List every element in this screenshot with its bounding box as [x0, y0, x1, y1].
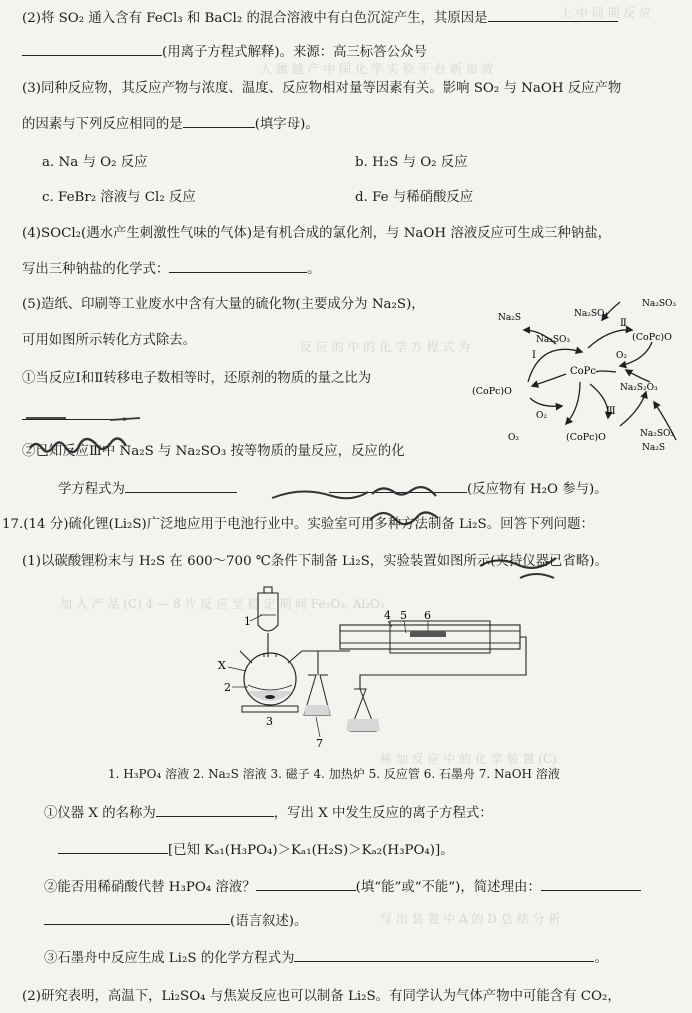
q17-s1-line1: [44, 803, 493, 823]
q17-header: 17.(14 分)硫化锂(Li₂S)广泛地应用于电池行业中。实验室可用多种方法制备 Li₂S。回答下列问题：: [2, 517, 594, 532]
q5-sub2: ②已知反应Ⅲ中 Na₂S 与 Na₂SO₃ 按等物质的量反应，反应的化: [22, 444, 405, 459]
q5-sub2-hint: (反应物有 H₂O 参与)。: [466, 482, 608, 497]
cycle-na2s-low-label: Na₂S: [642, 443, 666, 453]
q17-s1-blank-1[interactable]: [156, 803, 274, 817]
apparatus-label-5: 5: [400, 609, 407, 622]
q17-s1-blank-2[interactable]: [58, 840, 168, 854]
cycle-upper-right-copc-o: (CoPc)O: [632, 332, 672, 343]
q17-s1-prompt: ①仪器 X 的名称为: [44, 806, 156, 821]
q5-line2: 可用如图所示转化方式除去。: [22, 333, 197, 348]
q5-sub1: ①当反应Ⅰ和Ⅱ转移电子数相等时，还原剂的物质的量之比为: [22, 371, 372, 386]
cycle-na2s2o3-label: Na₂S₂O₃: [620, 383, 658, 393]
q5-sub2-prompt: 学方程式为: [58, 482, 125, 497]
q3-option-d: d. Fe 与稀硝酸反应: [355, 190, 474, 205]
q17-s2-prompt: ②能否用稀硝酸代替 H₃PO₄ 溶液？: [44, 880, 256, 895]
q17-s2-prompt-2: (填“能”或“不能”)，简述理由：: [355, 880, 541, 895]
apparatus-label-x: X: [218, 659, 226, 672]
cycle-o2-label-a: O₂: [616, 351, 627, 361]
cycle-na2so3-label: Na₂SO₃: [536, 335, 571, 345]
q5-sub1-period: 。: [122, 409, 136, 424]
q17-s2-blank-1[interactable]: [256, 877, 356, 891]
q17-s3-prompt: ③石墨舟中反应生成 Li₂S 的化学方程式为: [44, 951, 295, 966]
q17-s3-period: 。: [594, 951, 608, 966]
q17-s2-hint: (语言叙述)。: [230, 914, 308, 929]
q4-period: 。: [307, 262, 321, 277]
q3-line1: (3)同种反应物，其反应产物与浓度、温度、反应物相对量等因素有关。影响 SO₂ 与 NaOH 反应产物: [22, 81, 622, 96]
cycle-left-copc-o: (CoPc)O: [472, 386, 512, 397]
cycle-na2so4-label: Na₂SO₄: [574, 309, 609, 319]
apparatus-legend: 1. H₃PO₄ 溶液 2. Na₂S 溶液 3. 磁子 4. 加热炉 5. 反应管 6. 石墨舟 7. NaOH 溶液: [108, 767, 560, 781]
cycle-center-label: CoPc: [570, 366, 597, 377]
q17-part2: (2)研究表明，高温下，Li₂SO₄ 与焦炭反应也可以制备 Li₂S。有同学认为气体产物中可能含有 CO₂，: [22, 989, 621, 1004]
q17-s3-blank[interactable]: [294, 948, 594, 962]
cobalt-catalysis-cycle-diagram: [470, 290, 692, 460]
li2s-apparatus-diagram: [200, 585, 530, 750]
q17-s1-line2: [58, 840, 454, 860]
cycle-reaction-2: Ⅱ: [620, 318, 627, 329]
cycle-na2so3-low-label: Na₂SO₃: [640, 429, 675, 439]
q17-s2-blank-2[interactable]: [541, 877, 641, 891]
q17-s2-line2: [44, 911, 307, 931]
cycle-o2-label-c: O₂: [508, 433, 519, 443]
q3-option-a: a. Na 与 O₂ 反应: [42, 155, 148, 170]
apparatus-label-7: 7: [316, 737, 323, 750]
cycle-lower-copc-o: (CoPc)O: [566, 432, 606, 443]
q17-s1-note: [已知 Kₐ₁(H₃PO₄)＞Kₐ₁(H₂S)＞Kₐ₂(H₃PO₄)]。: [168, 843, 454, 858]
cycle-na2s-label: Na₂S: [498, 313, 522, 323]
cycle-reaction-3: Ⅲ: [606, 406, 616, 417]
apparatus-label-3: 3: [266, 715, 273, 728]
apparatus-label-1: 1: [244, 615, 251, 628]
exam-page: 上 中 同 期 反 应 人 属 越 产 中 国 化 学 实 验 平 台 新 加 液 反 应 的 中 的 化 学 方 程 式 为 加 入 产 品 (C) 4 — 8 片 反 应 至 稳 定 期 间 Fe₂O₃, Al₂O₃ 稀 加 反 应 中 的 化 学 装 置 (C) 写 出 装 置 中 A 的 D 总 结 分 析 (2)将 SO₂ 通入含有 FeCl₃ 和 BaCl₂ 的混合溶液中有白色沉淀产生，其原因是 (用离子方程式解释)。来源：高三标答公众号 (3)同种反应物，其反应产物与浓度、温度、反应物相对量等因素有关。影响 SO₂ 与 NaOH 反应产物 的因素与下列反应相同的是 (填字母)。 a. Na 与 O₂ 反应 b. H₂S 与 O₂ 反应 c. FeBr₂ 溶液与 Cl₂ 反应 d. Fe 与稀硝酸反应 (4)SOCl₂(遇水产生刺激性气味的气体)是有机合成的氯化剂，与 NaOH 溶液反应可生成三种钠盐， 写出三种钠盐的化学式： 。 (5)造纸、印刷等工业废水中含有大量的硫化物(主要成分为 Na₂S)， 可用如图所示转化方式除去。 ①当反应Ⅰ和Ⅱ转移电子数相等时，还原剂的物质的量之比为 。 ②已知反应Ⅲ中 Na₂S 与 Na₂SO₃ 按等物质的量反应，反应的化 学方程式为 (反应物有 H₂O 参与)。 CoPc (CoPc)O (CoPc)O (CoPc)O Na₂S Na₂SO₃ Na₂SO₄ Na₂SO₃ O₂ O₂ O₂ Na₂S₂O₃ Na₂SO₃ Na₂S Ⅰ Ⅱ Ⅲ 17.(14 分)硫化锂(Li₂S)广泛地应用于电池行业中。实验室可用多种方法制备 Li₂S。回答下列问题： (1)以碳酸锂粉末与 H₂S 在 600～700 ℃条件下制备 Li₂S，实验装置如图所示(夹持仪器已省略)。 1 2 3 4 5 6 7 X 1. H₃PO₄ 溶液 2. Na₂S 溶液 3. 磁子 4. 加热炉 5. 反应管 6. 石墨舟 7. NaOH 溶液 ①仪器 X 的名称为 ，写出 X 中发生反应的离子方程式： [已知 Kₐ₁(H₃PO₄)＞Kₐ₁(H₂S)＞Kₐ₂(H₃PO₄)]。 ②能否用稀硝酸代替 H₃PO₄ 溶液？ (填“能”或“不能”)，简述理由： (语言叙述)。 ③石墨舟中反应生成 Li₂S 的化学方程式为 。 (2)研究表明，高温下，Li₂SO₄ 与焦炭反应也可以制备 Li₂S。有同学认为气体产物中可能含有 CO₂，: [0, 0, 692, 1013]
apparatus-label-6: 6: [424, 609, 431, 622]
apparatus-label-2: 2: [224, 681, 231, 694]
q17-s1-prompt-2: ，写出 X 中发生反应的离子方程式：: [273, 806, 493, 821]
cycle-reaction-1: Ⅰ: [532, 350, 536, 361]
q17-s2-line1: [44, 877, 641, 897]
q5-line1: (5)造纸、印刷等工业废水中含有大量的硫化物(主要成分为 Na₂S)，: [22, 297, 425, 312]
q3-hint: (填字母)。: [254, 117, 319, 132]
cycle-na2so3-top-label: Na₂SO₃: [642, 299, 677, 309]
q3-option-b: b. H₂S 与 O₂ 反应: [355, 155, 468, 170]
q17-s3-line: [44, 948, 608, 968]
q17-s2-blank-3[interactable]: [44, 911, 230, 925]
apparatus-label-4: 4: [384, 609, 391, 622]
q4-line1: (4)SOCl₂(遇水产生刺激性气味的气体)是有机合成的氯化剂，与 NaOH 溶液反应可生成三种钠盐，: [22, 226, 612, 241]
q3-prompt: 的因素与下列反应相同的是: [22, 117, 183, 132]
q17-part1: (1)以碳酸锂粉末与 H₂S 在 600～700 ℃条件下制备 Li₂S，实验装置如图所示(夹持仪器已省略)。: [22, 554, 608, 569]
q4-prompt: 写出三种钠盐的化学式：: [22, 262, 170, 277]
q2-source-text: (用离子方程式解释)。来源：高三标答公众号: [162, 45, 427, 60]
q3-option-c: c. FeBr₂ 溶液与 Cl₂ 反应: [42, 190, 196, 205]
cycle-o2-label-b: O₂: [536, 411, 547, 421]
q2-text: (2)将 SO₂ 通入含有 FeCl₃ 和 BaCl₂ 的混合溶液中有白色沉淀产生，其原因是: [22, 11, 488, 26]
